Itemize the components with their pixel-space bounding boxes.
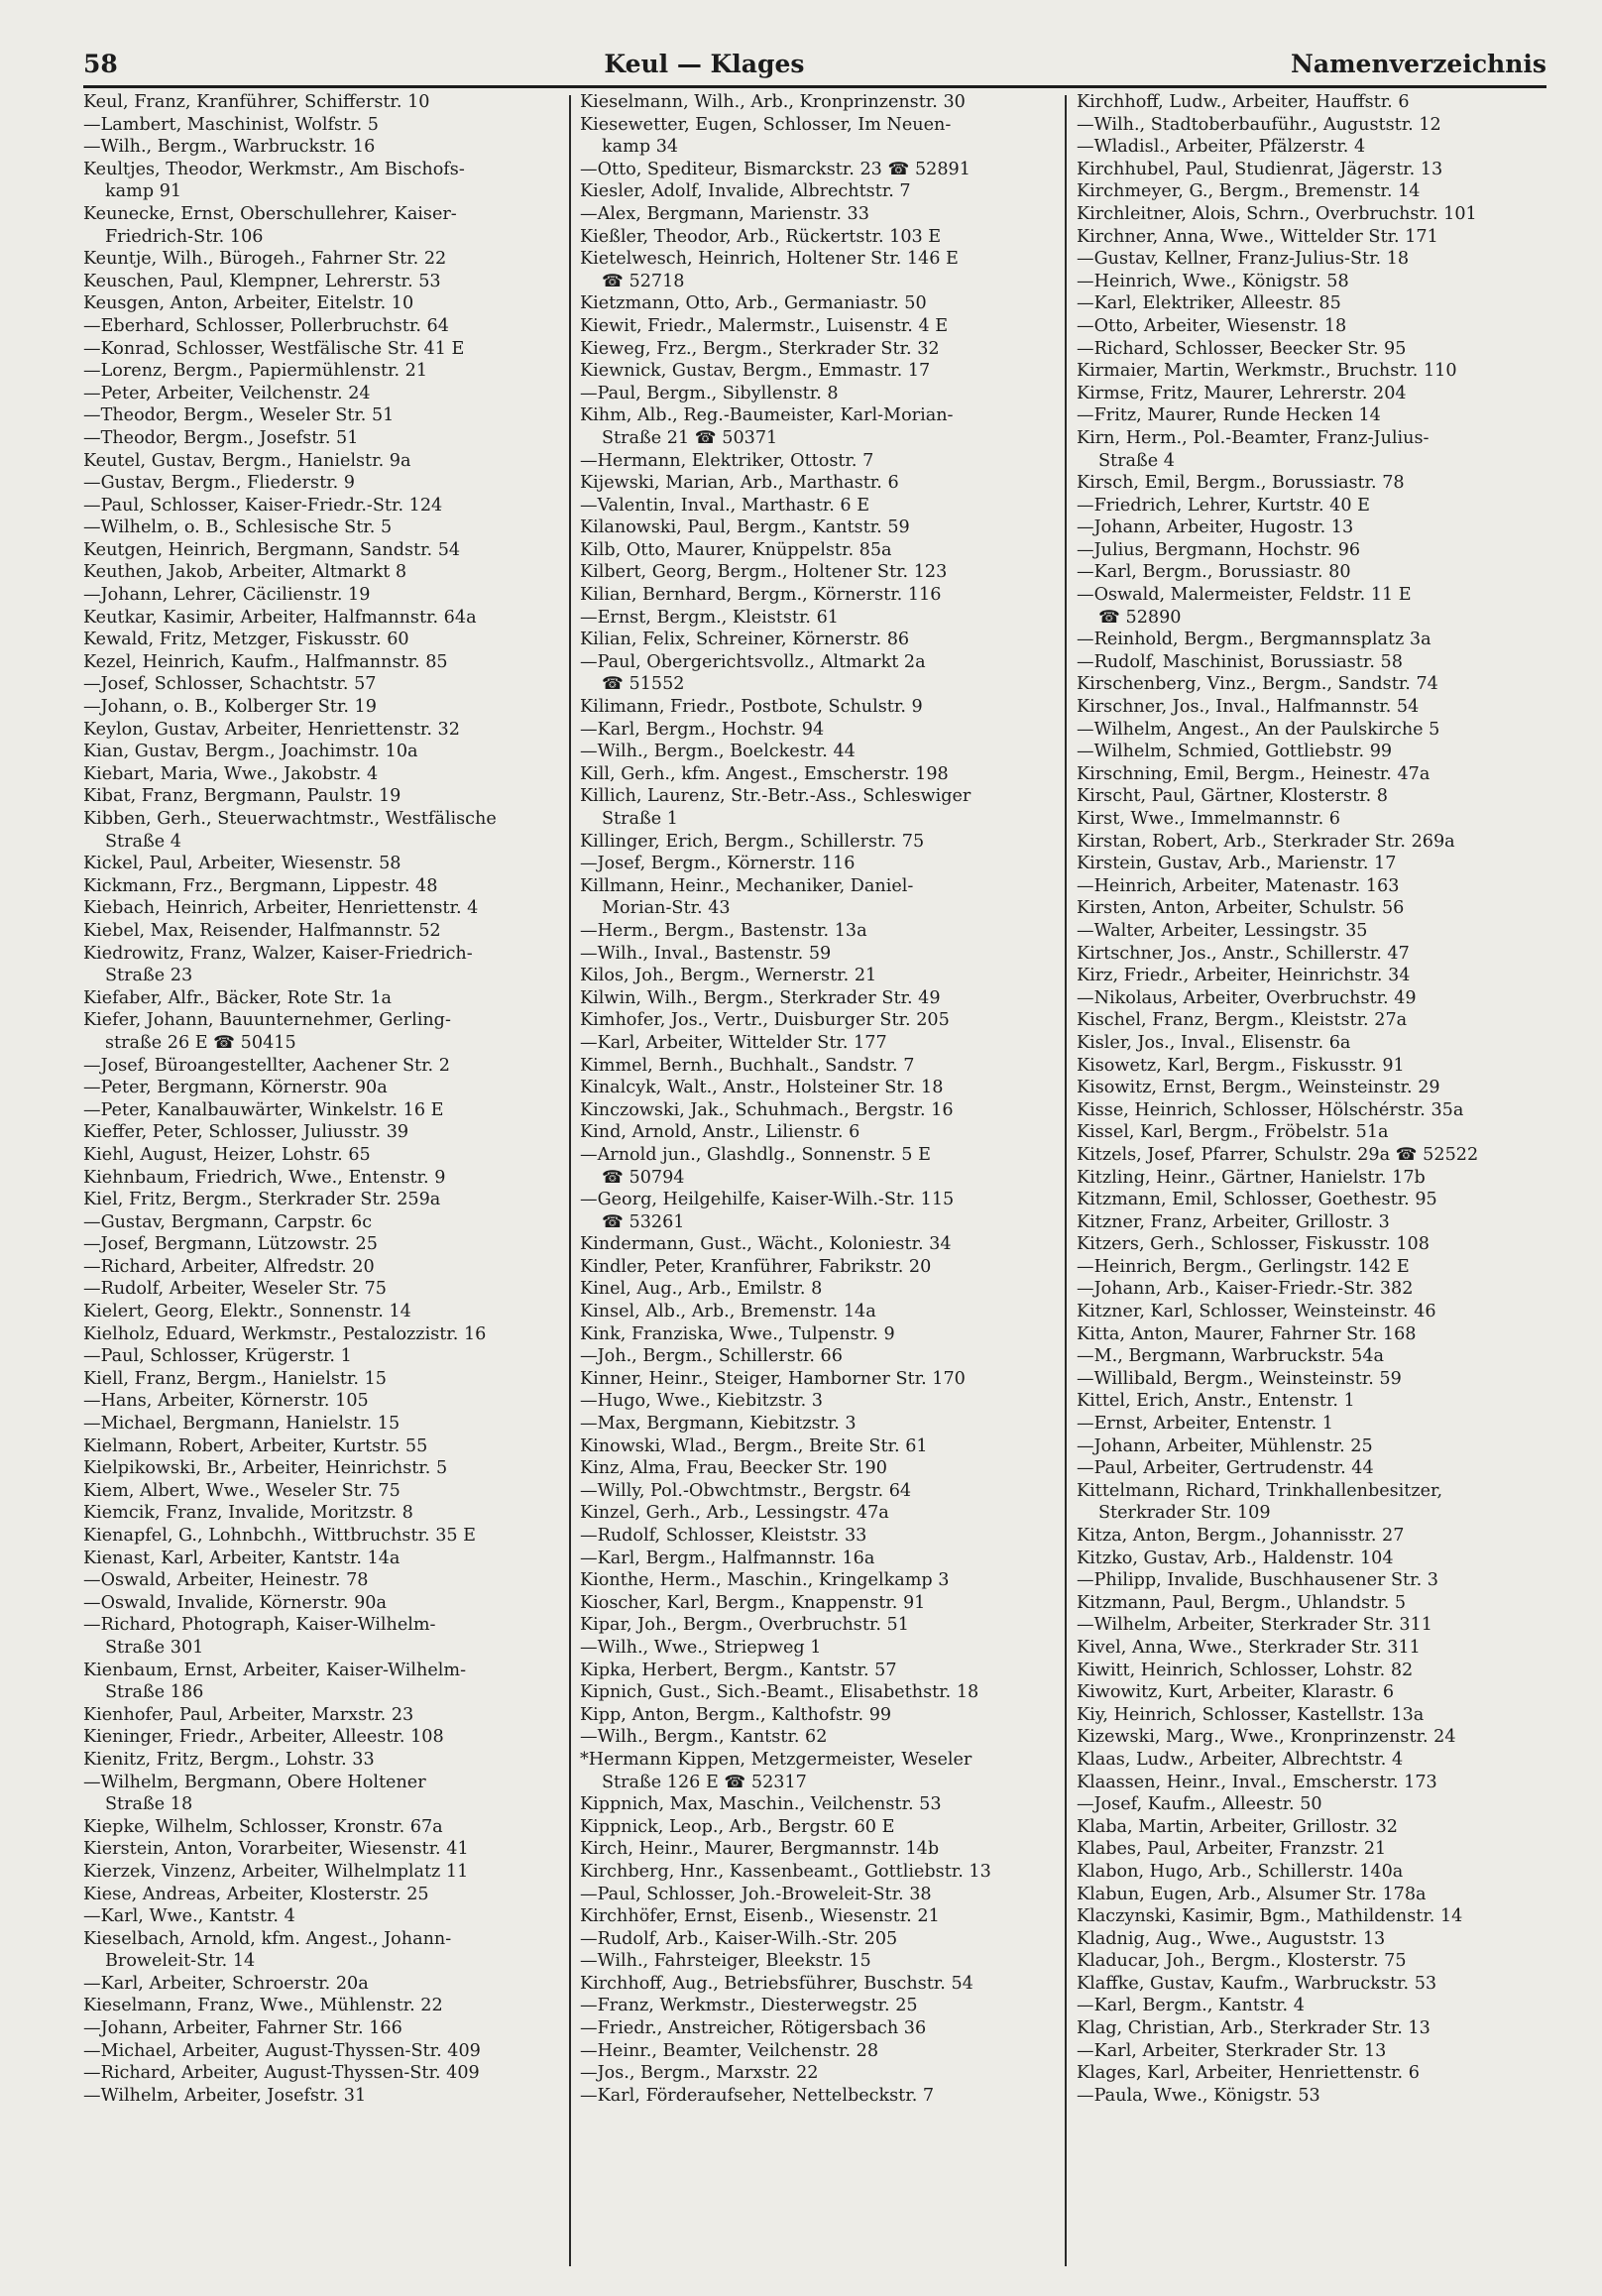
directory-entry: Keul, Franz, Kranführer, Schifferstr. 10 [83, 92, 430, 112]
directory-entry: Kinz, Alma, Frau, Beecker Str. 190 [580, 1458, 887, 1479]
directory-entry: —Max, Bergmann, Kiebitzstr. 3 [580, 1414, 857, 1435]
directory-entry: Kirschning, Emil, Bergm., Heinestr. 47a [1077, 763, 1430, 784]
directory-entry: —Josef, Kaufm., Alleestr. 50 [1077, 1794, 1322, 1815]
directory-entry: Keunecke, Ernst, Oberschullehrer, Kaiser- [83, 203, 457, 224]
directory-entry: Kickmann, Frz., Bergmann, Lippestr. 48 [83, 875, 438, 896]
directory-entry: —Eberhard, Schlosser, Pollerbruchstr. 64 [83, 315, 449, 336]
directory-entry: Kirstein, Gustav, Arb., Marienstr. 17 [1077, 854, 1397, 874]
page-number: 58 [83, 49, 118, 78]
directory-entry: Keutgen, Heinrich, Bergmann, Sandstr. 54 [83, 539, 461, 560]
directory-entry: Kilwin, Wilh., Bergm., Sterkrader Str. 49 [580, 987, 941, 1008]
directory-entry: Sterkrader Str. 109 [1098, 1503, 1271, 1524]
directory-entry: Kirschenberg, Vinz., Bergm., Sandstr. 74 [1077, 674, 1438, 695]
directory-entry: Klaczynski, Kasimir, Bgm., Mathildenstr. 14 [1077, 1906, 1463, 1927]
directory-entry: —Julius, Bergmann, Hochstr. 96 [1077, 539, 1361, 560]
directory-entry: Kitzels, Josef, Pfarrer, Schulstr. 29a ☎ 52522 [1077, 1144, 1479, 1165]
directory-entry: Kirchleitner, Alois, Schrn., Overbruchstr. 101 [1077, 203, 1477, 224]
directory-entry: Straße 126 E ☎ 52317 [602, 1772, 807, 1792]
directory-entry: Klabon, Hugo, Arb., Schillerstr. 140a [1077, 1861, 1404, 1882]
directory-entry: —Oswald, Malermeister, Feldstr. 11 E [1077, 585, 1412, 606]
directory-entry: —Hans, Arbeiter, Körnerstr. 105 [83, 1391, 369, 1412]
directory-entry: —Willibald, Bergm., Weinsteinstr. 59 [1077, 1368, 1402, 1389]
directory-entry: Kiedrowitz, Franz, Walzer, Kaiser-Friedrich- [83, 943, 473, 964]
directory-entry: Keutel, Gustav, Bergm., Hanielstr. 9a [83, 450, 411, 471]
directory-entry: Kierstein, Anton, Vorarbeiter, Wiesenstr. 41 [83, 1839, 469, 1860]
directory-entry: —Karl, Arbeiter, Schroerstr. 20a [83, 1973, 369, 1994]
directory-entry: —Theodor, Bergm., Josefstr. 51 [83, 427, 359, 448]
directory-entry: Kielmann, Robert, Arbeiter, Kurtstr. 55 [83, 1435, 428, 1456]
directory-entry: Kilian, Felix, Schreiner, Körnerstr. 86 [580, 630, 910, 650]
directory-entry: Kipp, Anton, Bergm., Kalthofstr. 99 [580, 1704, 892, 1725]
directory-entry: —Rudolf, Arbeiter, Weseler Str. 75 [83, 1279, 387, 1300]
directory-entry: Kieselbach, Arnold, kfm. Angest., Johann- [83, 1928, 452, 1949]
directory-entry: Kirchmeyer, G., Bergm., Bremenstr. 14 [1077, 181, 1421, 202]
directory-entry: —Georg, Heilgehilfe, Kaiser-Wilh.-Str. 115 [580, 1190, 955, 1210]
directory-entry: —Reinhold, Bergm., Bergmannsplatz 3a [1077, 630, 1431, 650]
directory-entry: Kitzling, Heinr., Gärtner, Hanielstr. 17b [1077, 1167, 1426, 1188]
directory-entry: Kielpikowski, Br., Arbeiter, Heinrichstr. 5 [83, 1458, 448, 1479]
directory-entry: Kihm, Alb., Reg.-Baumeister, Karl-Morian- [580, 405, 954, 426]
directory-entry: Straße 4 [1098, 450, 1175, 471]
directory-entry: Kilian, Bernhard, Bergm., Körnerstr. 116 [580, 585, 942, 606]
directory-entry: Broweleit-Str. 14 [105, 1951, 256, 1972]
directory-entry: Kieninger, Friedr., Arbeiter, Alleestr. 108 [83, 1727, 444, 1748]
directory-entry: Kienast, Karl, Arbeiter, Kantstr. 14a [83, 1548, 400, 1568]
directory-entry: —Hermann, Elektriker, Ottostr. 7 [580, 450, 874, 471]
directory-entry: —Friedrich, Lehrer, Kurtstr. 40 E [1077, 495, 1370, 516]
directory-entry: Kitza, Anton, Bergm., Johannisstr. 27 [1077, 1526, 1405, 1546]
directory-entry: Kienhofer, Paul, Arbeiter, Marxstr. 23 [83, 1704, 414, 1725]
directory-entry: Kilanowski, Paul, Bergm., Kantstr. 59 [580, 517, 910, 538]
directory-entry: Kipka, Herbert, Bergm., Kantstr. 57 [580, 1660, 897, 1680]
directory-entry: —Karl, Bergm., Hochstr. 94 [580, 719, 825, 740]
directory-entry: Kirtschner, Jos., Anstr., Schillerstr. 47 [1077, 943, 1410, 964]
directory-entry: Kian, Gustav, Bergm., Joachimstr. 10a [83, 742, 418, 762]
directory-entry: Kirst, Wwe., Immelmannstr. 6 [1077, 809, 1340, 829]
directory-entry: Kischel, Franz, Bergm., Kleiststr. 27a [1077, 1010, 1408, 1031]
section-title: Namenverzeichnis [1291, 49, 1546, 78]
directory-entry: Keuthen, Jakob, Arbeiter, Altmarkt 8 [83, 562, 407, 583]
directory-entry: —Alex, Bergmann, Marienstr. 33 [580, 203, 869, 224]
directory-entry: Keuntje, Wilh., Bürogeh., Fahrner Str. 22 [83, 249, 447, 270]
column-3 [1077, 91, 1548, 2268]
directory-entry: Kienbaum, Ernst, Arbeiter, Kaiser-Wilhelm- [83, 1660, 467, 1680]
directory-entry: Kivel, Anna, Wwe., Sterkrader Str. 311 [1077, 1637, 1421, 1658]
directory-entry: —Paul, Schlosser, Joh.-Broweleit-Str. 38 [580, 1884, 932, 1904]
directory-entry: Keylon, Gustav, Arbeiter, Henriettenstr. 32 [83, 719, 460, 740]
directory-entry: Kind, Arnold, Anstr., Lilienstr. 6 [580, 1122, 860, 1143]
directory-entry: —Lorenz, Bergm., Papiermühlenstr. 21 [83, 361, 428, 382]
directory-entry: —Wilhelm, o. B., Schlesische Str. 5 [83, 517, 393, 538]
directory-entry: Kitta, Anton, Maurer, Fahrner Str. 168 [1077, 1323, 1417, 1344]
directory-entry: —Otto, Arbeiter, Wiesenstr. 18 [1077, 315, 1347, 336]
directory-entry: —Gustav, Bergmann, Carpstr. 6c [83, 1211, 373, 1232]
directory-entry: Kink, Franziska, Wwe., Tulpenstr. 9 [580, 1323, 895, 1344]
directory-entry: Kitzmann, Paul, Bergm., Uhlandstr. 5 [1077, 1592, 1407, 1613]
directory-entry: Kippnick, Leop., Arb., Bergstr. 60 E [580, 1816, 895, 1837]
directory-entry: Keultjes, Theodor, Werkmstr., Am Bischofs- [83, 159, 465, 179]
directory-entry: —Wilhelm, Angest., An der Paulskirche 5 [1077, 719, 1440, 740]
directory-entry: Killinger, Erich, Bergm., Schillerstr. 75 [580, 831, 925, 852]
directory-entry: Kladucar, Joh., Bergm., Klosterstr. 75 [1077, 1951, 1407, 1972]
directory-entry: Klaas, Ludw., Arbeiter, Albrechtstr. 4 [1077, 1749, 1404, 1770]
directory-entry: —Wilh., Wwe., Striepweg 1 [580, 1637, 822, 1658]
directory-entry: —Franz, Werkmstr., Diesterwegstr. 25 [580, 1996, 918, 2016]
directory-entry: Kinowski, Wlad., Bergm., Breite Str. 61 [580, 1435, 928, 1456]
directory-entry: Klag, Christian, Arb., Sterkrader Str. 13 [1077, 2018, 1430, 2039]
directory-entry: Keuschen, Paul, Klempner, Lehrerstr. 53 [83, 271, 441, 291]
directory-entry: Kinel, Aug., Arb., Emilstr. 8 [580, 1279, 823, 1300]
directory-entry: Kijewski, Marian, Arb., Marthastr. 6 [580, 473, 899, 494]
directory-entry: Kienitz, Fritz, Bergm., Lohstr. 33 [83, 1749, 375, 1770]
directory-entry: Kiepke, Wilhelm, Schlosser, Kronstr. 67a [83, 1816, 443, 1837]
directory-entry: Kewald, Fritz, Metzger, Fiskusstr. 60 [83, 630, 409, 650]
directory-entry: ☎ 50794 [602, 1167, 685, 1188]
directory-entry: Kielholz, Eduard, Werkmstr., Pestalozzistr. 16 [83, 1323, 487, 1344]
directory-entry: —Wilh., Bergm., Kantstr. 62 [580, 1727, 828, 1748]
directory-entry: Kezel, Heinrich, Kaufm., Halfmannstr. 85 [83, 651, 448, 672]
directory-entry: Kippnich, Max, Maschin., Veilchenstr. 53 [580, 1794, 942, 1815]
directory-entry: Kibat, Franz, Bergmann, Paulstr. 19 [83, 786, 401, 807]
directory-entry: Klages, Karl, Arbeiter, Henriettenstr. 6 [1077, 2063, 1420, 2084]
directory-entry: —Josef, Bergmann, Lützowstr. 25 [83, 1234, 378, 1255]
directory-entry: Kirsten, Anton, Arbeiter, Schulstr. 56 [1077, 898, 1405, 919]
directory-entry: —Paul, Schlosser, Krügerstr. 1 [83, 1346, 352, 1367]
directory-entry: Kirn, Herm., Pol.-Beamter, Franz-Julius- [1077, 427, 1430, 448]
directory-entry: Kirchhubel, Paul, Studienrat, Jägerstr. 13 [1077, 159, 1443, 179]
directory-entry: —Konrad, Schlosser, Westfälische Str. 41 E [83, 338, 465, 359]
directory-entry: Kilbert, Georg, Bergm., Holtener Str. 123 [580, 562, 948, 583]
directory-entry: Kiwowitz, Kurt, Arbeiter, Klarastr. 6 [1077, 1682, 1395, 1703]
directory-entry: Straße 4 [105, 831, 181, 852]
directory-entry: —Herm., Bergm., Bastenstr. 13a [580, 920, 867, 941]
directory-entry: Kipar, Joh., Bergm., Overbruchstr. 51 [580, 1615, 909, 1636]
directory-entry: Kimhofer, Jos., Vertr., Duisburger Str. 205 [580, 1010, 950, 1031]
directory-entry: Kirz, Friedr., Arbeiter, Heinrichstr. 34 [1077, 966, 1411, 986]
directory-entry: —Valentin, Inval., Marthastr. 6 E [580, 495, 870, 516]
directory-entry: Kiebach, Heinrich, Arbeiter, Henriettenstr. 4 [83, 898, 479, 919]
directory-entry: —Heinr., Beamter, Veilchenstr. 28 [580, 2040, 879, 2061]
directory-entry: —Fritz, Maurer, Runde Hecken 14 [1077, 405, 1381, 426]
directory-entry: —Ernst, Bergm., Kleiststr. 61 [580, 607, 839, 628]
directory-entry: —Rudolf, Schlosser, Kleiststr. 33 [580, 1526, 867, 1546]
directory-entry: Kittelmann, Richard, Trinkhallenbesitzer, [1077, 1480, 1443, 1501]
directory-entry: Kieffer, Peter, Schlosser, Juliusstr. 39 [83, 1122, 409, 1143]
directory-entry: Kiy, Heinrich, Schlosser, Kastellstr. 13a [1077, 1704, 1425, 1725]
directory-entry: kamp 91 [105, 181, 182, 202]
directory-entry: Kiesewetter, Eugen, Schlosser, Im Neuen- [580, 114, 952, 135]
directory-entry: Klaffke, Gustav, Kaufm., Warbruckstr. 53 [1077, 1973, 1437, 1994]
directory-entry: —Lambert, Maschinist, Wolfstr. 5 [83, 114, 379, 135]
directory-entry: Klabun, Eugen, Arb., Alsumer Str. 178a [1077, 1884, 1427, 1904]
directory-entry: —Philipp, Invalide, Buschhausener Str. 3 [1077, 1570, 1438, 1591]
directory-entry: Kisler, Jos., Inval., Elisenstr. 6a [1077, 1032, 1351, 1053]
directory-entry: Kietzmann, Otto, Arb., Germaniastr. 50 [580, 293, 927, 314]
directory-entry: —Karl, Bergm., Kantstr. 4 [1077, 1996, 1305, 2016]
directory-entry: Kindermann, Gust., Wächt., Koloniestr. 34 [580, 1234, 952, 1255]
directory-entry: Kitzner, Karl, Schlosser, Weinsteinstr. 46 [1077, 1302, 1436, 1322]
directory-entry: Kirstan, Robert, Arb., Sterkrader Str. 269a [1077, 831, 1455, 852]
directory-entry: Kiehl, August, Heizer, Lohstr. 65 [83, 1144, 371, 1165]
directory-entry: Kieweg, Frz., Bergm., Sterkrader Str. 32 [580, 338, 940, 359]
directory-entry: —Paul, Bergm., Sibyllenstr. 8 [580, 383, 839, 403]
directory-entry: —Johann, Lehrer, Cäcilienstr. 19 [83, 585, 371, 606]
directory-entry: Kill, Gerh., kfm. Angest., Emscherstr. 198 [580, 763, 949, 784]
directory-entry: —Paul, Obergerichtsvollz., Altmarkt 2a [580, 651, 926, 672]
directory-entry: Kiebart, Maria, Wwe., Jakobstr. 4 [83, 763, 379, 784]
directory-entry: —Theodor, Bergm., Weseler Str. 51 [83, 405, 395, 426]
directory-entry: Kiese, Andreas, Arbeiter, Klosterstr. 25 [83, 1884, 429, 1904]
directory-entry: —Joh., Bergm., Schillerstr. 66 [580, 1346, 843, 1367]
page-title: Keul — Klages [604, 49, 805, 78]
directory-entry: Kieselmann, Franz, Wwe., Mühlenstr. 22 [83, 1996, 443, 2016]
directory-entry: Straße 301 [105, 1637, 204, 1658]
directory-entry: Killmann, Heinr., Mechaniker, Daniel- [580, 875, 914, 896]
directory-entry: Kilos, Joh., Bergm., Wernerstr. 21 [580, 966, 877, 986]
directory-entry: —Karl, Arbeiter, Sterkrader Str. 13 [1077, 2040, 1387, 2061]
directory-entry: Kirch, Heinr., Maurer, Bergmannstr. 14b [580, 1839, 940, 1860]
directory-entry: Kiesler, Adolf, Invalide, Albrechtstr. 7 [580, 181, 911, 202]
column-2 [580, 91, 1052, 2268]
directory-entry: *Hermann Kippen, Metzgermeister, Weseler [580, 1749, 973, 1770]
directory-entry: Kirchhoff, Aug., Betriebsführer, Buschstr. 54 [580, 1973, 973, 1994]
column-divider-1 [569, 95, 571, 2266]
directory-entry: —Peter, Bergmann, Körnerstr. 90a [83, 1078, 388, 1098]
directory-entry: Kiwitt, Heinrich, Schlosser, Lohstr. 82 [1077, 1660, 1414, 1680]
directory-entry: —Wilhelm, Bergmann, Obere Holtener [83, 1772, 426, 1792]
directory-entry: —Richard, Arbeiter, Alfredstr. 20 [83, 1256, 375, 1277]
directory-entry: Kickel, Paul, Arbeiter, Wiesenstr. 58 [83, 854, 401, 874]
directory-entry: —Josef, Büroangestellter, Aachener Str. 2 [83, 1055, 450, 1076]
directory-entry: Kipnich, Gust., Sich.-Beamt., Elisabethstr. 18 [580, 1682, 979, 1703]
directory-entry: —Rudolf, Maschinist, Borussiastr. 58 [1077, 651, 1403, 672]
directory-entry: Kiewnick, Gustav, Bergm., Emmastr. 17 [580, 361, 931, 382]
directory-entry: Kilb, Otto, Maurer, Knüppelstr. 85a [580, 539, 892, 560]
directory-entry: Kinzel, Gerh., Arb., Lessingstr. 47a [580, 1503, 889, 1524]
directory-entry: —Peter, Kanalbauwärter, Winkelstr. 16 E [83, 1099, 444, 1120]
directory-entry: Kieselmann, Wilh., Arb., Kronprinzenstr. 30 [580, 92, 966, 112]
directory-entry: —Karl, Wwe., Kantstr. 4 [83, 1906, 295, 1927]
directory-entry: —Hugo, Wwe., Kiebitzstr. 3 [580, 1391, 824, 1412]
directory-entry: Kiem, Albert, Wwe., Weseler Str. 75 [83, 1480, 400, 1501]
directory-entry: ☎ 52890 [1098, 607, 1182, 628]
directory-entry: Kiefaber, Alfr., Bäcker, Rote Str. 1a [83, 987, 393, 1008]
directory-entry: Kienapfel, G., Lohnbchh., Wittbruchstr. 35 E [83, 1526, 477, 1546]
directory-entry: kamp 34 [602, 137, 679, 158]
directory-entry: —Richard, Photograph, Kaiser-Wilhelm- [83, 1615, 436, 1636]
directory-entry: —Johann, Arbeiter, Hugostr. 13 [1077, 517, 1354, 538]
directory-entry: —Johann, o. B., Kolberger Str. 19 [83, 697, 377, 718]
directory-entry: Kitzko, Gustav, Arb., Haldenstr. 104 [1077, 1548, 1394, 1568]
entry-columns [83, 91, 1546, 2268]
page-header [83, 44, 1546, 83]
directory-entry: Straße 1 [602, 809, 678, 829]
directory-entry: Killich, Laurenz, Str.-Betr.-Ass., Schleswiger [580, 786, 972, 807]
directory-entry: Kiel, Fritz, Bergm., Sterkrader Str. 259a [83, 1190, 441, 1210]
directory-entry: —Gustav, Kellner, Franz-Julius-Str. 18 [1077, 249, 1410, 270]
directory-entry: —Paula, Wwe., Königstr. 53 [1077, 2085, 1320, 2106]
directory-entry: —Wilh., Fahrsteiger, Bleekstr. 15 [580, 1951, 871, 1972]
directory-entry: Straße 18 [105, 1794, 193, 1815]
directory-entry: Kiell, Franz, Bergm., Hanielstr. 15 [83, 1368, 387, 1389]
directory-entry: —Wilh., Inval., Bastenstr. 59 [580, 943, 832, 964]
directory-entry: Kirchhöfer, Ernst, Eisenb., Wiesenstr. 21 [580, 1906, 940, 1927]
directory-entry: straße 26 E ☎ 50415 [105, 1032, 296, 1053]
directory-entry: ☎ 53261 [602, 1211, 685, 1232]
directory-entry: —Gustav, Bergm., Fliederstr. 9 [83, 473, 355, 494]
directory-entry: Morian-Str. 43 [602, 898, 731, 919]
directory-entry: Kirchberg, Hnr., Kassenbeamt., Gottliebstr. 13 [580, 1861, 991, 1882]
directory-entry: —Wilh., Bergm., Boelckestr. 44 [580, 742, 856, 762]
directory-entry: —Michael, Arbeiter, August-Thyssen-Str. 409 [83, 2040, 481, 2061]
directory-entry: —Walter, Arbeiter, Lessingstr. 35 [1077, 920, 1368, 941]
directory-entry: —Arnold jun., Glashdlg., Sonnenstr. 5 E [580, 1144, 931, 1165]
directory-entry: —Jos., Bergm., Marxstr. 22 [580, 2063, 819, 2084]
directory-entry: Keutkar, Kasimir, Arbeiter, Halfmannstr. 64a [83, 607, 477, 628]
directory-entry: —Oswald, Arbeiter, Heinestr. 78 [83, 1570, 369, 1591]
directory-entry: Kierzek, Vinzenz, Arbeiter, Wilhelmplatz 11 [83, 1861, 469, 1882]
directory-entry: —Wilh., Bergm., Warbruckstr. 16 [83, 137, 376, 158]
directory-entry: Friedrich-Str. 106 [105, 226, 264, 247]
directory-entry: —Nikolaus, Arbeiter, Overbruchstr. 49 [1077, 987, 1417, 1008]
directory-entry: —Josef, Bergm., Körnerstr. 116 [580, 854, 856, 874]
directory-entry: Kioscher, Karl, Bergm., Knappenstr. 91 [580, 1592, 926, 1613]
directory-entry: Kinczowski, Jak., Schuhmach., Bergstr. 16 [580, 1099, 954, 1120]
directory-entry: —Johann, Arbeiter, Mühlenstr. 25 [1077, 1435, 1373, 1456]
directory-entry: —Otto, Spediteur, Bismarckstr. 23 ☎ 52891 [580, 159, 971, 179]
directory-entry: —Wladisl., Arbeiter, Pfälzerstr. 4 [1077, 137, 1366, 158]
directory-entry: Kindler, Peter, Kranführer, Fabrikstr. 20 [580, 1256, 932, 1277]
directory-entry: ☎ 52718 [602, 271, 685, 291]
directory-entry: —Ernst, Arbeiter, Entenstr. 1 [1077, 1414, 1333, 1435]
directory-entry: —Karl, Elektriker, Alleestr. 85 [1077, 293, 1341, 314]
directory-entry: —Paul, Schlosser, Kaiser-Friedr.-Str. 124 [83, 495, 443, 516]
directory-entry: Kietelwesch, Heinrich, Holtener Str. 146 E [580, 249, 959, 270]
directory-entry: —Paul, Arbeiter, Gertrudenstr. 44 [1077, 1458, 1374, 1479]
directory-entry: Kielert, Georg, Elektr., Sonnenstr. 14 [83, 1302, 411, 1322]
directory-entry: Kilimann, Friedr., Postbote, Schulstr. 9 [580, 697, 923, 718]
directory-entry: ☎ 51552 [602, 674, 685, 695]
directory-entry: —Oswald, Invalide, Körnerstr. 90a [83, 1592, 387, 1613]
directory-entry: —Heinrich, Wwe., Königstr. 58 [1077, 271, 1349, 291]
directory-entry: Kirschner, Jos., Inval., Halfmannstr. 54 [1077, 697, 1420, 718]
directory-entry: Kirscht, Paul, Gärtner, Klosterstr. 8 [1077, 786, 1388, 807]
directory-entry: Straße 23 [105, 966, 193, 986]
directory-entry: Kiewit, Friedr., Malermstr., Luisenstr. 4 E [580, 315, 949, 336]
directory-entry: —Peter, Arbeiter, Veilchenstr. 24 [83, 383, 371, 403]
directory-entry: —Johann, Arbeiter, Fahrner Str. 166 [83, 2018, 402, 2039]
directory-entry: Kirmaier, Martin, Werkmstr., Bruchstr. 110 [1077, 361, 1457, 382]
directory-entry: —Wilh., Stadtoberbauführ., Auguststr. 12 [1077, 114, 1441, 135]
directory-entry: Kirchhoff, Ludw., Arbeiter, Hauffstr. 6 [1077, 92, 1410, 112]
directory-entry: Kiebel, Max, Reisender, Halfmannstr. 52 [83, 920, 441, 941]
directory-entry: Keusgen, Anton, Arbeiter, Eitelstr. 10 [83, 293, 414, 314]
directory-entry: Klabes, Paul, Arbeiter, Franzstr. 21 [1077, 1839, 1387, 1860]
directory-entry: —Josef, Schlosser, Schachtstr. 57 [83, 674, 377, 695]
directory-entry: Kisowitz, Ernst, Bergm., Weinsteinstr. 29 [1077, 1078, 1440, 1098]
directory-entry: —Richard, Arbeiter, August-Thyssen-Str. 409 [83, 2063, 480, 2084]
directory-entry: —Karl, Förderaufseher, Nettelbeckstr. 7 [580, 2085, 935, 2106]
directory-entry: Kirmse, Fritz, Maurer, Lehrerstr. 204 [1077, 383, 1407, 403]
directory-entry: Kießler, Theodor, Arb., Rückertstr. 103 E [580, 226, 942, 247]
directory-entry: —Heinrich, Arbeiter, Matenastr. 163 [1077, 875, 1400, 896]
directory-entry: Kirchner, Anna, Wwe., Wittelder Str. 171 [1077, 226, 1438, 247]
directory-entry: Kladnig, Aug., Wwe., Auguststr. 13 [1077, 1928, 1386, 1949]
directory-entry: Kitzmann, Emil, Schlosser, Goethestr. 95 [1077, 1190, 1437, 1210]
directory-entry: Kitzner, Franz, Arbeiter, Grillostr. 3 [1077, 1211, 1390, 1232]
directory-entry: Kinner, Heinr., Steiger, Hamborner Str. 170 [580, 1368, 966, 1389]
directory-entry: Kibben, Gerh., Steuerwachtmstr., Westfälische [83, 809, 497, 829]
column-divider-2 [1065, 95, 1067, 2266]
column-1 [83, 91, 555, 2268]
directory-entry: Kisse, Heinrich, Schlosser, Hölschérstr. 35a [1077, 1099, 1464, 1120]
directory-entry: Kiehnbaum, Friedrich, Wwe., Entenstr. 9 [83, 1167, 446, 1188]
directory-entry: Kissel, Karl, Bergm., Fröbelstr. 51a [1077, 1122, 1389, 1143]
directory-entry: —Rudolf, Arb., Kaiser-Wilh.-Str. 205 [580, 1928, 898, 1949]
directory-entry: Klaba, Martin, Arbeiter, Grillostr. 32 [1077, 1816, 1398, 1837]
directory-entry: —Karl, Bergm., Halfmannstr. 16a [580, 1548, 875, 1568]
directory-entry: Straße 21 ☎ 50371 [602, 427, 778, 448]
directory-entry: —Michael, Bergmann, Hanielstr. 15 [83, 1414, 400, 1435]
directory-entry: —Wilhelm, Schmied, Gottliebstr. 99 [1077, 742, 1393, 762]
directory-entry: —Karl, Bergm., Borussiastr. 80 [1077, 562, 1351, 583]
directory-entry: Kitzers, Gerh., Schlosser, Fiskusstr. 108 [1077, 1234, 1430, 1255]
directory-entry: Straße 186 [105, 1682, 204, 1703]
directory-entry: —Friedr., Anstreicher, Rötigersbach 36 [580, 2018, 927, 2039]
directory-entry: Kiefer, Johann, Bauunternehmer, Gerling- [83, 1010, 451, 1031]
header-rule [83, 85, 1546, 88]
directory-entry: Kizewski, Marg., Wwe., Kronprinzenstr. 24 [1077, 1727, 1456, 1748]
directory-entry: —Wilhelm, Arbeiter, Sterkrader Str. 311 [1077, 1615, 1432, 1636]
directory-entry: Kittel, Erich, Anstr., Entenstr. 1 [1077, 1391, 1355, 1412]
directory-entry: Kiemcik, Franz, Invalide, Moritzstr. 8 [83, 1503, 413, 1524]
directory-entry: —Willy, Pol.-Obwchtmstr., Bergstr. 64 [580, 1480, 912, 1501]
directory-entry: Kinalcyk, Walt., Anstr., Holsteiner Str. 18 [580, 1078, 944, 1098]
directory-entry: Kisowetz, Karl, Bergm., Fiskusstr. 91 [1077, 1055, 1405, 1076]
directory-entry: Kionthe, Herm., Maschin., Kringelkamp 3 [580, 1570, 950, 1591]
directory-entry: —Karl, Arbeiter, Wittelder Str. 177 [580, 1032, 887, 1053]
directory-entry: —Richard, Schlosser, Beecker Str. 95 [1077, 338, 1407, 359]
directory-entry: —Wilhelm, Arbeiter, Josefstr. 31 [83, 2085, 367, 2106]
directory-entry: Kirsch, Emil, Bergm., Borussiastr. 78 [1077, 473, 1405, 494]
directory-entry: —M., Bergmann, Warbruckstr. 54a [1077, 1346, 1385, 1367]
directory-entry: —Johann, Arb., Kaiser-Friedr.-Str. 382 [1077, 1279, 1414, 1300]
directory-entry: Klaassen, Heinr., Inval., Emscherstr. 173 [1077, 1772, 1437, 1792]
directory-entry: Kimmel, Bernh., Buchhalt., Sandstr. 7 [580, 1055, 915, 1076]
directory-entry: —Heinrich, Bergm., Gerlingstr. 142 E [1077, 1256, 1410, 1277]
directory-entry: Kinsel, Alb., Arb., Bremenstr. 14a [580, 1302, 876, 1322]
